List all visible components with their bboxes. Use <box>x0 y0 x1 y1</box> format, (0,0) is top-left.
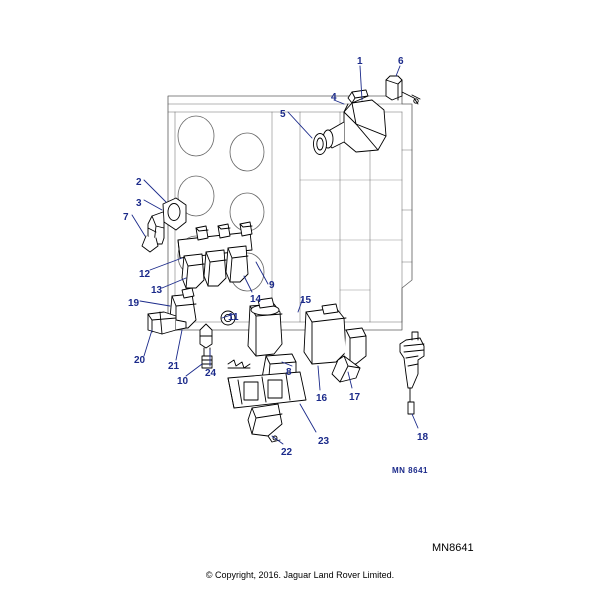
callout-2: 2 <box>136 177 142 188</box>
callout-13: 13 <box>151 285 163 296</box>
callout-24: 24 <box>205 368 217 379</box>
callout-11: 11 <box>228 312 239 323</box>
callout-4: 4 <box>331 92 337 103</box>
callout-6: 6 <box>398 56 404 67</box>
callout-21: 21 <box>168 361 180 372</box>
callout-10: 10 <box>177 376 189 387</box>
callout-17: 17 <box>349 392 361 403</box>
callout-18: 18 <box>417 432 429 443</box>
callout-16: 16 <box>316 393 328 404</box>
copyright-notice: © Copyright, 2016. Jaguar Land Rover Limited. <box>205 570 395 580</box>
callout-1: 1 <box>357 56 363 67</box>
callout-8: 8 <box>286 367 292 378</box>
callout-3: 3 <box>136 198 142 209</box>
callout-7: 7 <box>123 212 129 223</box>
callout-5: 5 <box>280 109 286 120</box>
callout-23: 23 <box>318 436 330 447</box>
callout-20: 20 <box>134 355 146 366</box>
callout-12: 12 <box>139 269 151 280</box>
part-code-stamp: MN 8641 <box>392 466 428 475</box>
callout-9: 9 <box>269 280 275 291</box>
diagram-id-label: MN8641 <box>432 542 474 554</box>
callout-15: 15 <box>300 295 312 306</box>
callout-14: 14 <box>250 294 262 305</box>
callout-22: 22 <box>281 447 293 458</box>
callout-19: 19 <box>128 298 140 309</box>
